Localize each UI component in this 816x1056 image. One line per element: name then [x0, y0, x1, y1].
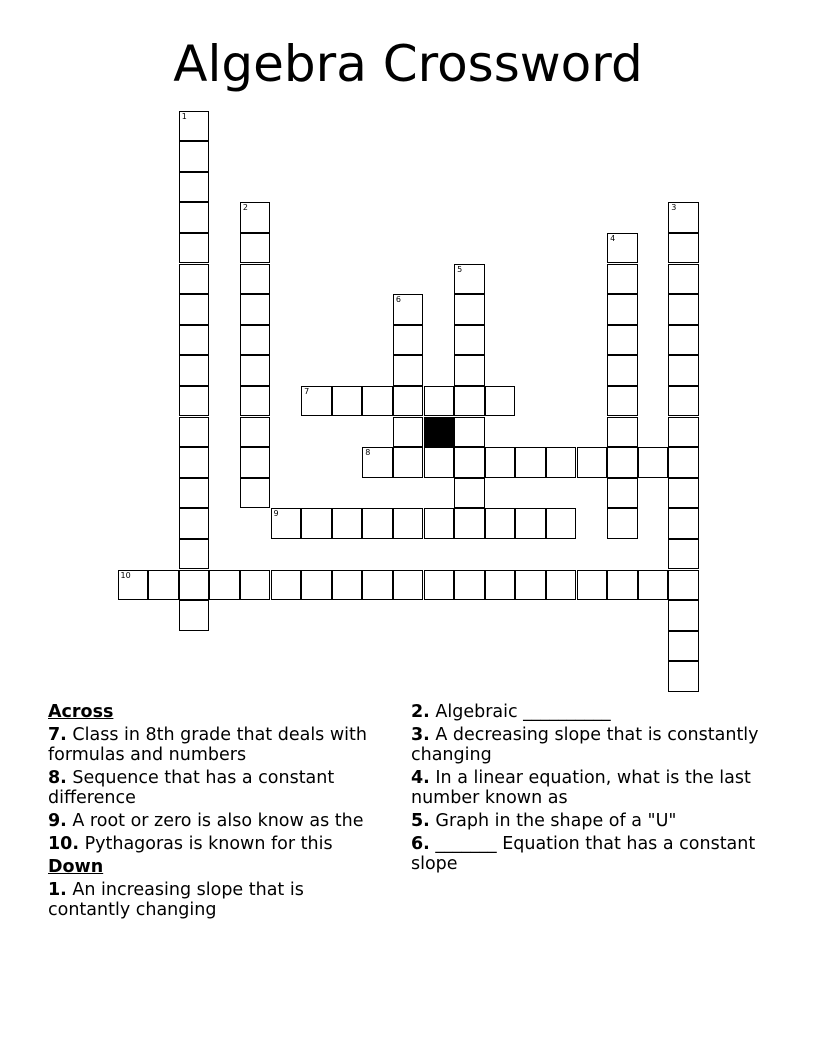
- crossword-cell[interactable]: [454, 447, 485, 478]
- crossword-cell[interactable]: [485, 508, 516, 539]
- crossword-cell[interactable]: [454, 294, 485, 325]
- crossword-cell[interactable]: [607, 264, 638, 295]
- crossword-cell[interactable]: [454, 386, 485, 417]
- crossword-cell[interactable]: [362, 447, 393, 478]
- crossword-cell[interactable]: [454, 355, 485, 386]
- crossword-cell[interactable]: [240, 447, 271, 478]
- crossword-cell[interactable]: [577, 570, 608, 601]
- clue-number: 10: [120, 570, 131, 580]
- crossword-cell[interactable]: [668, 631, 699, 662]
- crossword-cell[interactable]: [271, 570, 302, 601]
- crossword-cell[interactable]: [668, 264, 699, 295]
- crossword-cell[interactable]: [393, 570, 424, 601]
- clue-down-1: 1. An increasing slope that is contantly changing: [48, 880, 304, 920]
- crossword-cell[interactable]: [515, 447, 546, 478]
- crossword-cell[interactable]: [607, 325, 638, 356]
- clue-across-10: 10. Pythagoras is known for this: [48, 834, 333, 854]
- crossword-cell[interactable]: [362, 570, 393, 601]
- crossword-cell[interactable]: [179, 294, 210, 325]
- crossword-cell[interactable]: [179, 325, 210, 356]
- crossword-cell[interactable]: [240, 233, 271, 264]
- crossword-cell[interactable]: [454, 508, 485, 539]
- crossword-cell[interactable]: [393, 294, 424, 325]
- crossword-cell[interactable]: [607, 386, 638, 417]
- crossword-cell[interactable]: [301, 386, 332, 417]
- crossword-cell[interactable]: [424, 570, 455, 601]
- crossword-cell[interactable]: [668, 478, 699, 509]
- crossword-cell[interactable]: [668, 447, 699, 478]
- crossword-cell[interactable]: [179, 233, 210, 264]
- crossword-cell[interactable]: [668, 294, 699, 325]
- clue-number: 2: [242, 203, 248, 213]
- crossword-cell[interactable]: [362, 508, 393, 539]
- crossword-cell[interactable]: [607, 294, 638, 325]
- crossword-cell[interactable]: [454, 478, 485, 509]
- clue-down-3: 3. A decreasing slope that is constantly changing: [411, 725, 759, 765]
- crossword-cell[interactable]: [607, 233, 638, 264]
- crossword-cell[interactable]: [179, 386, 210, 417]
- crossword-cell[interactable]: [607, 417, 638, 448]
- crossword-cell[interactable]: [515, 570, 546, 601]
- crossword-cell[interactable]: [607, 447, 638, 478]
- crossword-cell[interactable]: [546, 447, 577, 478]
- clue-number: 8: [365, 448, 371, 458]
- crossword-cell[interactable]: [393, 386, 424, 417]
- crossword-cell[interactable]: [179, 539, 210, 570]
- crossword-cell[interactable]: [271, 508, 302, 539]
- crossword-cell[interactable]: [393, 355, 424, 386]
- crossword-cell[interactable]: [179, 417, 210, 448]
- crossword-cell[interactable]: [668, 202, 699, 233]
- clue-across-8: 8. Sequence that has a constant difference: [48, 768, 335, 808]
- clue-number: 6: [395, 295, 401, 305]
- crossword-cell[interactable]: [454, 417, 485, 448]
- page-title: Algebra Crossword: [173, 35, 643, 93]
- crossword-cell[interactable]: [179, 355, 210, 386]
- clue-down-6: 6. _______ Equation that has a constant slope: [411, 834, 756, 874]
- crossword-cell[interactable]: [638, 570, 669, 601]
- crossword-cell[interactable]: [607, 355, 638, 386]
- crossword-cell[interactable]: [515, 508, 546, 539]
- crossword-cell[interactable]: [546, 570, 577, 601]
- crossword-cell[interactable]: [424, 386, 455, 417]
- crossword-cell[interactable]: [668, 508, 699, 539]
- crossword-cell[interactable]: [301, 508, 332, 539]
- clue-number: 3: [671, 203, 677, 213]
- crossword-cell[interactable]: [240, 386, 271, 417]
- crossword-cell[interactable]: [240, 355, 271, 386]
- clues-column-right: [411, 702, 771, 877]
- clues-column-left: [48, 702, 368, 923]
- crossword-cell[interactable]: [485, 570, 516, 601]
- crossword-black-cell: [424, 417, 455, 448]
- crossword-cell[interactable]: [240, 202, 271, 233]
- crossword-cell[interactable]: [179, 264, 210, 295]
- clue-across-9: 9. A root or zero is also know as the: [48, 811, 364, 831]
- clue-number: 9: [273, 509, 279, 519]
- clue-number: 4: [610, 233, 616, 243]
- down-heading: Down: [48, 857, 104, 877]
- clue-across-7: 7. Class in 8th grade that deals with formulas and numbers: [48, 725, 367, 765]
- crossword-cell[interactable]: [577, 447, 608, 478]
- crossword-cell[interactable]: [668, 539, 699, 570]
- across-heading: Across: [48, 702, 114, 722]
- crossword-cell[interactable]: [179, 570, 210, 601]
- crossword-cell[interactable]: [607, 570, 638, 601]
- crossword-cell[interactable]: [454, 325, 485, 356]
- clue-number: 7: [304, 386, 310, 396]
- crossword-cell[interactable]: [485, 386, 516, 417]
- crossword-cell[interactable]: [179, 600, 210, 631]
- crossword-cell[interactable]: [393, 508, 424, 539]
- clue-number: 1: [181, 111, 187, 121]
- crossword-cell[interactable]: [393, 417, 424, 448]
- crossword-cell[interactable]: [668, 570, 699, 601]
- crossword-cell[interactable]: [179, 478, 210, 509]
- crossword-cell[interactable]: [179, 172, 210, 203]
- crossword-cell[interactable]: [240, 264, 271, 295]
- crossword-cell[interactable]: [240, 325, 271, 356]
- crossword-cell[interactable]: [668, 600, 699, 631]
- crossword-cell[interactable]: [668, 325, 699, 356]
- crossword-cell[interactable]: [148, 570, 179, 601]
- clue-down-4: 4. In a linear equation, what is the last number known as: [411, 768, 751, 808]
- crossword-cell[interactable]: [179, 141, 210, 172]
- crossword-cell[interactable]: [668, 417, 699, 448]
- crossword-cell[interactable]: [638, 447, 669, 478]
- crossword-cell[interactable]: [301, 570, 332, 601]
- crossword-cell[interactable]: [179, 447, 210, 478]
- crossword-cell[interactable]: [179, 111, 210, 142]
- crossword-cell[interactable]: [668, 386, 699, 417]
- crossword-cell[interactable]: [240, 478, 271, 509]
- crossword-cell[interactable]: [240, 570, 271, 601]
- crossword-cell[interactable]: [362, 386, 393, 417]
- crossword-cell[interactable]: [454, 570, 485, 601]
- crossword-cell[interactable]: [393, 325, 424, 356]
- clue-down-5: 5. Graph in the shape of a "U": [411, 811, 677, 831]
- crossword-cell[interactable]: [332, 508, 363, 539]
- crossword-cell[interactable]: [332, 386, 363, 417]
- crossword-cell[interactable]: [454, 264, 485, 295]
- crossword-cell[interactable]: [179, 202, 210, 233]
- clue-number: 5: [457, 264, 463, 274]
- crossword-cell[interactable]: [607, 478, 638, 509]
- crossword-cell[interactable]: [209, 570, 240, 601]
- crossword-cell[interactable]: [332, 570, 363, 601]
- crossword-cell[interactable]: [393, 447, 424, 478]
- crossword-cell[interactable]: [546, 508, 577, 539]
- crossword-cell[interactable]: [240, 417, 271, 448]
- crossword-cell[interactable]: [118, 570, 149, 601]
- clue-down-2: 2. Algebraic __________: [411, 702, 611, 722]
- crossword-cell[interactable]: [240, 294, 271, 325]
- crossword-cell[interactable]: [668, 233, 699, 264]
- crossword-cell[interactable]: [485, 447, 516, 478]
- crossword-cell[interactable]: [607, 508, 638, 539]
- crossword-cell[interactable]: [424, 447, 455, 478]
- crossword-cell[interactable]: [424, 508, 455, 539]
- crossword-cell[interactable]: [179, 508, 210, 539]
- crossword-cell[interactable]: [668, 355, 699, 386]
- crossword-cell[interactable]: [668, 661, 699, 692]
